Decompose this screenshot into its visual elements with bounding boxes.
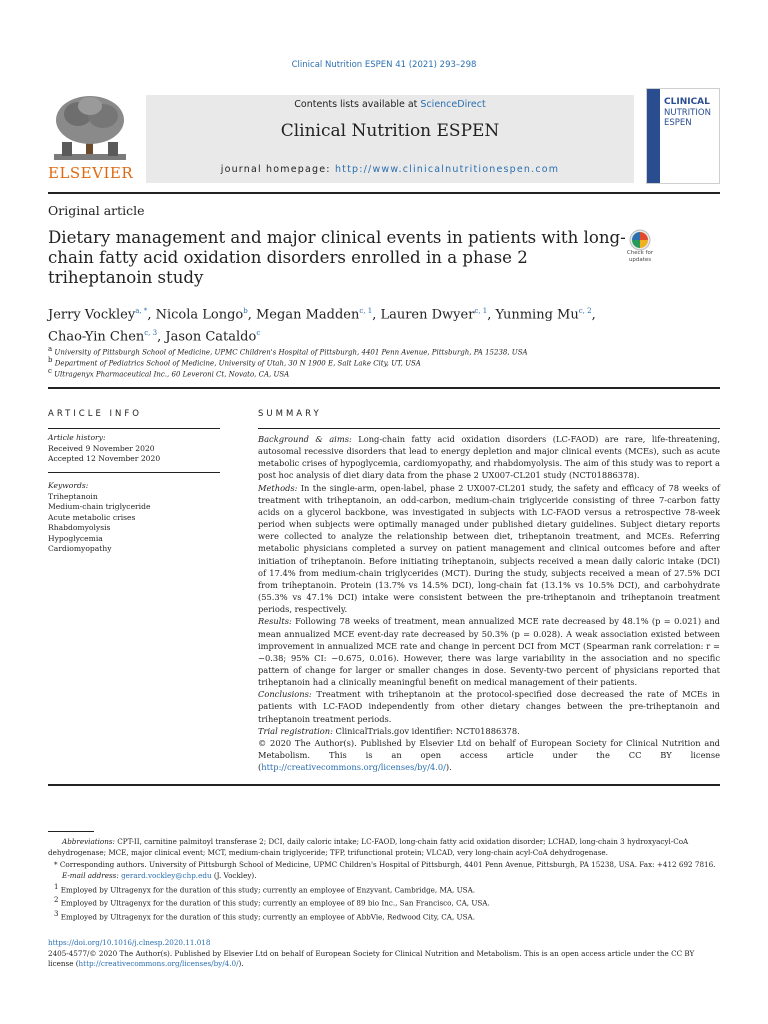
contents-prefix: Contents lists available at bbox=[294, 99, 421, 110]
note-text: Employed by Ultragenyx for the duration of this study; currently an employee of AbbVie, Redwood City, CA, USA. bbox=[60, 912, 475, 922]
abbreviations-label: Abbreviations: bbox=[62, 837, 115, 846]
author-affil-ref[interactable]: c, 1 bbox=[474, 307, 488, 315]
author-separator: , bbox=[247, 307, 256, 323]
conclusions-text: Treatment with triheptanoin at the protocol-specified dose decreased the rate of MCEs in patients with LC-FAOD independently from other dietary changes between the pre-triheptanoin and triheptanoin treatment periods. bbox=[258, 689, 720, 724]
keyword: Triheptanoin bbox=[48, 491, 98, 501]
note-text: Employed by Ultragenyx for the duration of this study; currently an employee of Enzyvant, Cambridge, MA, USA. bbox=[60, 885, 476, 895]
journal-citation[interactable]: Clinical Nutrition ESPEN 41 (2021) 293–298 bbox=[291, 60, 477, 70]
trial-label: Trial registration: bbox=[258, 725, 333, 736]
author-separator: , bbox=[372, 307, 381, 323]
homepage-prefix: journal homepage: bbox=[220, 164, 335, 175]
author-separator: , bbox=[591, 307, 596, 323]
email-label: E-mail address: bbox=[62, 871, 119, 881]
article-history bbox=[48, 433, 220, 465]
article-title: Dietary management and major clinical events in patients with long-chain fatty acid oxidation disorders enrolled in a phase 2 triheptanoin study bbox=[48, 228, 626, 287]
check-updates-line1: Check for bbox=[626, 250, 654, 256]
homepage-link[interactable]: http://www.clinicalnutritionespen.com bbox=[334, 164, 560, 175]
email-suffix: (J. Vockley). bbox=[211, 871, 257, 881]
affiliation-text: Ultragenyx Pharmaceutical Inc., 60 Leveroni Ct, Novato, CA, USA bbox=[54, 370, 290, 379]
journal-title: Clinical Nutrition ESPEN bbox=[280, 121, 500, 141]
keyword: Medium-chain triglyceride bbox=[48, 502, 151, 511]
keyword: Acute metabolic crises bbox=[48, 512, 136, 522]
author-name: Jerry Vockley bbox=[48, 307, 136, 323]
keyword: Cardiomyopathy bbox=[48, 544, 112, 553]
keyword: Hypoglycemia bbox=[48, 533, 103, 543]
conclusions-label: Conclusions: bbox=[258, 689, 312, 700]
accepted-date: Accepted 12 November 2020 bbox=[48, 454, 161, 463]
author-affil-ref[interactable]: c bbox=[256, 329, 261, 338]
abbreviations-text: CPT-II, carnitine palmitoyl transferase 2; DCI, daily caloric intake; LC-FAOD, long-chain fatty acid oxidation disorder; LCHAD, long-chain 3 hydroxyacyl-CoA dehydrogenase; MCE, major clinical event; MCT, medium-chain triglyceride; TFP, trifunctional protein; VLCAD, very long-chain acyl-CoA dehydrogenase. bbox=[48, 837, 689, 858]
author-affil-ref[interactable]: c, 2 bbox=[578, 307, 592, 315]
methods-label: Methods: bbox=[258, 482, 298, 493]
author-separator: , bbox=[487, 307, 496, 323]
check-updates-icon bbox=[620, 229, 660, 251]
article-info-heading: ARTICLE INFO bbox=[48, 409, 142, 419]
cover-title-1: CLINICAL bbox=[664, 97, 710, 107]
note-marker: 1 bbox=[54, 882, 59, 891]
email-link[interactable]: gerard.vockley@chp.edu bbox=[121, 871, 212, 881]
article-type: Original article bbox=[48, 203, 145, 218]
journal-homepage bbox=[146, 164, 634, 175]
abstract bbox=[258, 433, 720, 773]
author-name: Yunming Mu bbox=[495, 307, 579, 323]
keywords-block bbox=[48, 481, 220, 555]
affiliation-text: Department of Pediatrics School of Medicine, University of Utah, 30 N 1900 E, Salt Lake City, UT, USA bbox=[54, 359, 421, 368]
keyword: Rhabdomyolysis bbox=[48, 523, 111, 532]
author-separator: , bbox=[147, 307, 156, 323]
author-list bbox=[48, 302, 688, 347]
bottom-license-link[interactable]: http://creativecommons.org/licenses/by/4.0/ bbox=[78, 959, 239, 968]
summary-rule bbox=[258, 428, 720, 429]
results-label: Results: bbox=[258, 616, 292, 627]
history-label: Article history: bbox=[48, 433, 106, 442]
journal-header bbox=[48, 88, 720, 186]
affiliation-marker: a bbox=[48, 345, 53, 353]
note-text: Employed by Ultragenyx for the duration of this study; currently an employee of 89 bio Inc., San Francisco, CA, USA. bbox=[60, 898, 490, 908]
history-rule bbox=[48, 472, 220, 473]
methods-text: In the single-arm, open-label, phase 2 UX007-CL201 study, the safety and efficacy of 78 weeks of treatment with triheptanoin, an odd-carbon, medium-chain triglyceride consisting of three 7-carbon fatty acids on a glycerol backbone, was investigated in subjects with LC-FAOD versus a retrospective 78-week period when subjects were optimally managed under published dietary guidelines. Subject dietary reports were collected to analyze the relationship between diet, triheptanoin treatment, and MCEs. Referring metabolic physicians completed a survey on patient management and clinical outcomes before and after initiation of triheptanoin. Before initiating triheptanoin, subjects received a mean daily caloric intake (DCI) of 17.4% from medium-chain triglycerides (MCT). During the study, subjects received a mean of 27.5% DCI from triheptanoin. Protein (13.7% vs 14.5% DCI), long-chain fat (13.1% vs 10.5% DCI), and carbohydrate (55.3% vs 47.1% DCI) intake were consistent between the pre-triheptanoin and triheptanoin treatment periods, respectively. bbox=[258, 482, 720, 615]
background-label: Background & aims: bbox=[258, 434, 352, 444]
footnote-rule bbox=[48, 831, 94, 832]
journal-banner bbox=[146, 95, 634, 183]
cover-title-3: ESPEN bbox=[664, 118, 692, 128]
copyright-text: © 2020 The Author(s). Published by Elsevier Ltd on behalf of European Society for Clinical Nutrition and Metabolism. This is an open access article under the CC BY license ( bbox=[258, 737, 720, 773]
author-name: Megan Madden bbox=[256, 307, 360, 323]
author-name: Jason Cataldo bbox=[165, 329, 257, 345]
doi-link[interactable]: https://doi.org/10.1016/j.clnesp.2020.11.018 bbox=[48, 938, 211, 947]
author-affil-ref[interactable]: a, * bbox=[135, 307, 148, 315]
note-marker: 3 bbox=[54, 910, 59, 919]
author-name: Nicola Longo bbox=[155, 307, 244, 323]
publication-info bbox=[48, 938, 720, 970]
background-text: Long-chain fatty acid oxidation disorders (LC-FAOD) are rare, life-threatening, autosomal recessive disorders that lead to energy depletion and major clinical events (MCEs), such as acute metabolic crises of hypoglycemia, cardiomyopathy, and rhabdomyolysis. The aim of this study was to report a post hoc analysis of diet diary data from the phase 2 UX007-CL201 study (NCT01886378). bbox=[258, 434, 720, 481]
received-date: Received 9 November 2020 bbox=[48, 443, 155, 453]
affiliation-marker: c bbox=[48, 367, 52, 375]
corresponding-author: * Corresponding authors. University of Pittsburgh School of Medicine, UPMC Children's Hospital of Pittsburgh, 4401 Penn Avenue, Pittsburgh, PA 15238, USA. Fax: +412 692 7816. bbox=[54, 859, 716, 869]
contents-available bbox=[146, 99, 634, 110]
affiliation-marker: b bbox=[48, 356, 53, 364]
tree-icon bbox=[48, 92, 132, 164]
check-updates-label bbox=[613, 250, 667, 263]
copyright-end: ). bbox=[445, 762, 452, 773]
author-name: Chao-Yin Chen bbox=[48, 329, 145, 345]
trial-text: ClinicalTrials.gov identifier: NCT01886378. bbox=[332, 725, 520, 736]
header-divider bbox=[48, 192, 720, 194]
cover-strip bbox=[647, 89, 660, 183]
summary-divider bbox=[48, 784, 720, 786]
author-affil-ref[interactable]: c, 1 bbox=[359, 307, 373, 315]
check-updates-line2: updates bbox=[628, 256, 652, 263]
author-name: Lauren Dwyer bbox=[380, 307, 475, 323]
note-marker: 2 bbox=[54, 896, 59, 905]
elsevier-wordmark: ELSEVIER bbox=[48, 164, 134, 182]
affiliation bbox=[48, 345, 528, 356]
license-link[interactable]: http://creativecommons.org/licenses/by/4.0/ bbox=[261, 762, 446, 773]
author-affil-ref[interactable]: c, 3 bbox=[144, 329, 158, 338]
issn-end: ). bbox=[238, 959, 244, 968]
sciencedirect-link[interactable]: ScienceDirect bbox=[420, 99, 486, 110]
cover-title-2: NUTRITION bbox=[664, 108, 711, 118]
author-separator: , bbox=[157, 329, 166, 345]
journal-cover bbox=[646, 88, 720, 184]
summary-heading: SUMMARY bbox=[258, 409, 322, 419]
article-info-rule bbox=[48, 428, 220, 429]
affiliation-text: University of Pittsburgh School of Medicine, UPMC Children's Hospital of Pittsburgh, 4401 Penn Avenue, Pittsburgh, PA 15238, USA bbox=[54, 348, 528, 357]
elsevier-logo bbox=[48, 92, 132, 182]
affiliation bbox=[48, 356, 421, 367]
issn-text: 2405-4577/© 2020 The Author(s). Published by Elsevier Ltd on behalf of European Society for Clinical Nutrition and Metabolism. This is an open access article under the CC BY license ( bbox=[48, 948, 695, 968]
affiliation-divider bbox=[48, 387, 720, 389]
footnotes bbox=[48, 836, 720, 923]
keywords-label: Keywords: bbox=[48, 481, 89, 490]
author-affil-ref[interactable]: b bbox=[243, 307, 248, 315]
results-text: Following 78 weeks of treatment, mean annualized MCE rate decreased by 48.1% (p = 0.021) and mean annualized MCE event-day rate decreased by 50.3% (p = 0.028). A weak association existed between improvement in annualized MCE rate and change in percent DCI from MCT (Spearman rank correlation: r = −0.38; 95% CI: −0.675, 0.016). However, there was large variability in the association and no specific pattern of change for larger or smaller changes in dose. Seventy-two percent of physicians reported that triheptanoin had a clinically meaningful benefit on medical management of their patients. bbox=[258, 616, 720, 688]
affiliation bbox=[48, 367, 289, 378]
